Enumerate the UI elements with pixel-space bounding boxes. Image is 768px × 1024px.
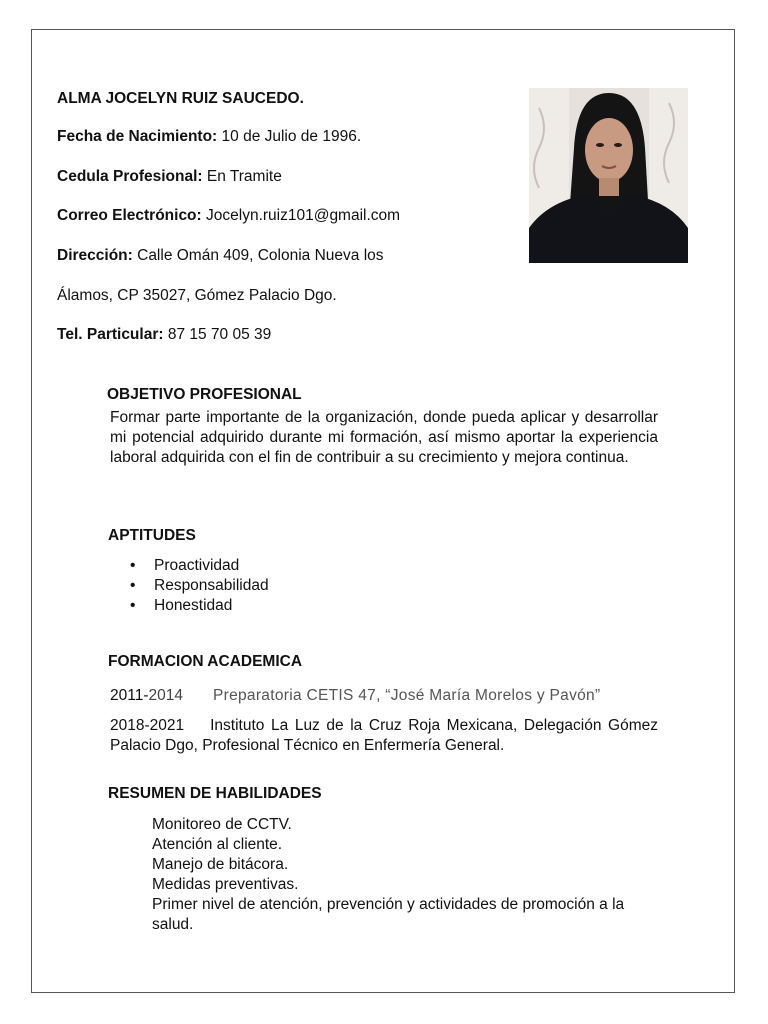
list-item: Atención al cliente. <box>152 836 283 853</box>
phone-row <box>57 325 271 345</box>
education-year-end: 2014 <box>148 687 183 704</box>
list-item: Monitoreo de CCTV. <box>152 816 292 833</box>
list-item: • Responsabilidad <box>130 576 269 596</box>
education-institution: Instituto La Luz de la Cruz Roja Mexicana, Delegación Gómez Palacio Dgo, Profesional Técnico en Enfermería General. <box>110 717 658 754</box>
profile-photo <box>529 88 688 263</box>
professional-license-label: Cedula Profesional: <box>57 168 203 185</box>
birth-date-row <box>57 127 361 147</box>
objective-heading: OBJETIVO PROFESIONAL <box>107 386 302 403</box>
email-label: Correo Electrónico: <box>57 207 202 224</box>
candidate-name: ALMA JOCELYN RUIZ SAUCEDO. <box>57 90 304 107</box>
skills-heading: RESUMEN DE HABILIDADES <box>108 785 322 802</box>
education-entry <box>110 716 658 756</box>
professional-license-row <box>57 167 282 187</box>
email-row <box>57 206 400 226</box>
education-year-start: 2011- <box>110 687 149 704</box>
profile-photo-illustration <box>529 88 688 263</box>
phone-label: Tel. Particular: <box>57 326 164 343</box>
birth-date-value: 10 de Julio de 1996. <box>217 128 362 145</box>
education-heading: FORMACION ACADEMICA <box>108 653 303 670</box>
professional-license-value: En Tramite <box>202 168 282 185</box>
list-item: Manejo de bitácora. <box>152 856 289 873</box>
aptitudes-list <box>130 556 269 616</box>
list-item: • Proactividad <box>130 556 269 576</box>
address-label: Dirección: <box>57 247 133 264</box>
list-item: Medidas preventivas. <box>152 876 299 893</box>
address-row <box>57 246 384 266</box>
skills-list <box>152 815 660 935</box>
birth-date-label: Fecha de Nacimiento: <box>57 128 218 145</box>
address-value-line2: Álamos, CP 35027, Gómez Palacio Dgo. <box>57 287 337 304</box>
phone-value: 87 15 70 05 39 <box>163 326 272 343</box>
education-years: 2018-2021 <box>110 717 185 734</box>
education-entry <box>110 686 600 706</box>
address-value-line1: Calle Omán 409, Colonia Nueva los <box>132 247 384 264</box>
list-item: Primer nivel de atención, prevención y actividades de promoción a la salud. <box>152 896 625 933</box>
email-value[interactable]: Jocelyn.ruiz101@gmail.com <box>201 207 401 224</box>
list-item: • Honestidad <box>130 596 269 616</box>
objective-text: Formar parte importante de la organización, donde pueda aplicar y desarrollar mi potencial adquirido durante mi formación, así mismo aportar la experiencia laboral adquirida con el fin de contribuir a su crecimiento y mejora continua. <box>110 409 658 466</box>
aptitudes-heading: APTITUDES <box>108 527 196 544</box>
education-institution: Preparatoria CETIS 47, “José María Morelos y Pavón” <box>212 687 601 704</box>
